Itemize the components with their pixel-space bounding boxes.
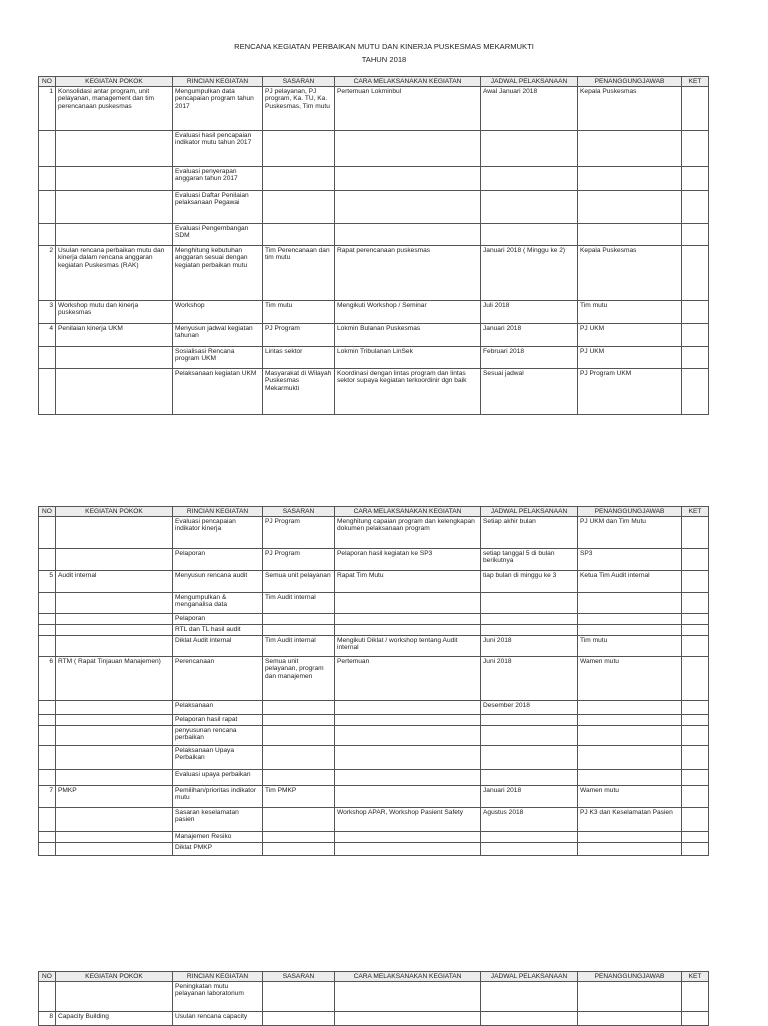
cell-kegiatan-pokok bbox=[56, 517, 173, 549]
table-row bbox=[39, 715, 709, 726]
cell-sasaran: Lintas sektor bbox=[263, 347, 335, 369]
header-row bbox=[39, 972, 709, 982]
cell-rincian-kegiatan: Diklat PMKP bbox=[173, 843, 263, 856]
table-row bbox=[39, 324, 709, 347]
cell-no bbox=[39, 167, 56, 191]
cell-jadwal bbox=[481, 982, 578, 1012]
cell-kegiatan-pokok bbox=[56, 593, 173, 614]
cell-kegiatan-pokok: Audit internal bbox=[56, 571, 173, 593]
cell-cara-melaksanakan: Mengikuti Workshop / Seminar bbox=[335, 301, 481, 324]
cell-rincian-kegiatan: Pelaksanaan Upaya Perbaikan bbox=[173, 746, 263, 770]
cell-rincian-kegiatan: Diklat Audit internal bbox=[173, 636, 263, 657]
cell-jadwal: Setiap akhir bulan bbox=[481, 517, 578, 549]
cell-rincian-kegiatan: Evaluasi hasil pencapaian indikator mutu tahun 2017 bbox=[173, 131, 263, 167]
cell-jadwal: Juni 2018 bbox=[481, 657, 578, 701]
cell-no bbox=[39, 593, 56, 614]
cell-ket bbox=[682, 726, 709, 746]
table-row bbox=[39, 571, 709, 593]
cell-jadwal bbox=[481, 131, 578, 167]
cell-penanggungjawab bbox=[578, 224, 682, 246]
cell-cara-melaksanakan bbox=[335, 131, 481, 167]
table-row bbox=[39, 224, 709, 246]
table-row bbox=[39, 167, 709, 191]
table-row bbox=[39, 746, 709, 770]
table-row bbox=[39, 369, 709, 415]
cell-sasaran: Tim Perencanaan dan tim mutu bbox=[263, 246, 335, 301]
cell-ket bbox=[682, 625, 709, 636]
cell-kegiatan-pokok bbox=[56, 369, 173, 415]
cell-cara-melaksanakan bbox=[335, 832, 481, 843]
cell-sasaran bbox=[263, 191, 335, 224]
cell-kegiatan-pokok bbox=[56, 843, 173, 856]
cell-cara-melaksanakan bbox=[335, 726, 481, 746]
table-row bbox=[39, 191, 709, 224]
cell-rincian-kegiatan: Pelaporan hasil rapat bbox=[173, 715, 263, 726]
cell-rincian-kegiatan: Sasaran keselamatan pasien bbox=[173, 808, 263, 832]
cell-no bbox=[39, 191, 56, 224]
cell-sasaran: PJ Program bbox=[263, 324, 335, 347]
cell-sasaran: Semua unit pelayanan, program dan manajemen bbox=[263, 657, 335, 701]
cell-penanggungjawab: Kepala Puskesmas bbox=[578, 87, 682, 131]
cell-kegiatan-pokok: Capacity Building bbox=[56, 1012, 173, 1026]
table-row bbox=[39, 549, 709, 571]
activity-table-3 bbox=[38, 971, 709, 1026]
cell-sasaran bbox=[263, 982, 335, 1012]
table-row bbox=[39, 131, 709, 167]
cell-no bbox=[39, 701, 56, 715]
cell-kegiatan-pokok: Konsolidasi antar program, unit pelayanan, management dan tim perencanaan puskesmas bbox=[56, 87, 173, 131]
cell-penanggungjawab bbox=[578, 191, 682, 224]
cell-kegiatan-pokok: Usulan rencana perbaikan mutu dan kinerja dalam rencana anggaran kegiatan Puskesmas (RAK) bbox=[56, 246, 173, 301]
cell-cara-melaksanakan bbox=[335, 843, 481, 856]
cell-no bbox=[39, 770, 56, 786]
cell-kegiatan-pokok bbox=[56, 625, 173, 636]
header-rincian-kegiatan: RINCIAN KEGIATAN bbox=[173, 972, 263, 982]
cell-ket bbox=[682, 746, 709, 770]
cell-sasaran bbox=[263, 715, 335, 726]
cell-sasaran bbox=[263, 167, 335, 191]
cell-jadwal bbox=[481, 593, 578, 614]
cell-sasaran bbox=[263, 832, 335, 843]
cell-ket bbox=[682, 517, 709, 549]
cell-penanggungjawab: PJ Program UKM bbox=[578, 369, 682, 415]
cell-cara-melaksanakan bbox=[335, 614, 481, 625]
cell-sasaran bbox=[263, 746, 335, 770]
cell-rincian-kegiatan: Menyusun rencana audit bbox=[173, 571, 263, 593]
cell-penanggungjawab: PJ UKM dan Tim Mutu bbox=[578, 517, 682, 549]
cell-no: 3 bbox=[39, 301, 56, 324]
cell-jadwal: setiap tanggal 5 di bulan berikutnya bbox=[481, 549, 578, 571]
header-ket: KET bbox=[682, 507, 709, 517]
cell-no: 5 bbox=[39, 571, 56, 593]
header-penanggungjawab: PENANGGUNGJAWAB bbox=[578, 77, 682, 87]
cell-jadwal bbox=[481, 832, 578, 843]
cell-rincian-kegiatan: RTL dan TL hasil audit bbox=[173, 625, 263, 636]
table-row bbox=[39, 843, 709, 856]
header-no: NO bbox=[39, 77, 56, 87]
cell-ket bbox=[682, 701, 709, 715]
cell-ket bbox=[682, 614, 709, 625]
cell-rincian-kegiatan: Pemilihan/prioritas indikator mutu bbox=[173, 786, 263, 808]
cell-penanggungjawab: SP3 bbox=[578, 549, 682, 571]
cell-penanggungjawab: Wamen mutu bbox=[578, 657, 682, 701]
cell-jadwal: Juni 2018 bbox=[481, 636, 578, 657]
cell-no bbox=[39, 549, 56, 571]
cell-sasaran bbox=[263, 726, 335, 746]
cell-penanggungjawab: Tim mutu bbox=[578, 636, 682, 657]
header-no: NO bbox=[39, 507, 56, 517]
activity-table-2 bbox=[38, 506, 709, 856]
cell-cara-melaksanakan bbox=[335, 770, 481, 786]
cell-penanggungjawab bbox=[578, 131, 682, 167]
header-ket: KET bbox=[682, 972, 709, 982]
cell-sasaran bbox=[263, 843, 335, 856]
table-row bbox=[39, 832, 709, 843]
cell-penanggungjawab bbox=[578, 726, 682, 746]
cell-rincian-kegiatan: Evaluasi penyerapan anggaran tahun 2017 bbox=[173, 167, 263, 191]
table-row bbox=[39, 87, 709, 131]
cell-penanggungjawab: PJ UKM bbox=[578, 324, 682, 347]
cell-penanggungjawab: PJ UKM bbox=[578, 347, 682, 369]
cell-jadwal bbox=[481, 843, 578, 856]
cell-rincian-kegiatan: Usulan rencana capacity bbox=[173, 1012, 263, 1026]
cell-sasaran bbox=[263, 808, 335, 832]
cell-ket bbox=[682, 167, 709, 191]
cell-jadwal bbox=[481, 191, 578, 224]
cell-cara-melaksanakan: Lokmin Tribulanan LinSek bbox=[335, 347, 481, 369]
cell-penanggungjawab bbox=[578, 746, 682, 770]
cell-cara-melaksanakan: Workshop APAR, Workshop Pasient Safety bbox=[335, 808, 481, 832]
cell-rincian-kegiatan: Evaluasi upaya perbaikan bbox=[173, 770, 263, 786]
cell-kegiatan-pokok: PMKP bbox=[56, 786, 173, 808]
cell-jadwal bbox=[481, 715, 578, 726]
cell-cara-melaksanakan bbox=[335, 167, 481, 191]
header-penanggungjawab: PENANGGUNGJAWAB bbox=[578, 507, 682, 517]
cell-cara-melaksanakan: Pelaporan hasil kegiatan ke SP3 bbox=[335, 549, 481, 571]
cell-ket bbox=[682, 982, 709, 1012]
cell-penanggungjawab bbox=[578, 167, 682, 191]
header-rincian-kegiatan: RINCIAN KEGIATAN bbox=[173, 507, 263, 517]
cell-kegiatan-pokok bbox=[56, 982, 173, 1012]
cell-ket bbox=[682, 87, 709, 131]
table-row bbox=[39, 726, 709, 746]
table-row bbox=[39, 625, 709, 636]
cell-kegiatan-pokok bbox=[56, 715, 173, 726]
cell-ket bbox=[682, 549, 709, 571]
cell-sasaran: Semua unit pelayanan bbox=[263, 571, 335, 593]
cell-no bbox=[39, 808, 56, 832]
cell-cara-melaksanakan bbox=[335, 701, 481, 715]
cell-cara-melaksanakan: Pertemuan Lokminbul bbox=[335, 87, 481, 131]
cell-no bbox=[39, 347, 56, 369]
cell-sasaran: Tim mutu bbox=[263, 301, 335, 324]
cell-jadwal: Desember 2018 bbox=[481, 701, 578, 715]
cell-sasaran: PJ pelayanan, PJ program, Ka. TU, Ka. Puskesmas, Tim mutu bbox=[263, 87, 335, 131]
cell-sasaran: Tim PMKP bbox=[263, 786, 335, 808]
cell-no: 6 bbox=[39, 657, 56, 701]
cell-rincian-kegiatan: Evaluasi Pengembangan SDM bbox=[173, 224, 263, 246]
table-row bbox=[39, 657, 709, 701]
cell-jadwal bbox=[481, 625, 578, 636]
cell-rincian-kegiatan: Mengumpulkan & menganalisa data bbox=[173, 593, 263, 614]
cell-sasaran bbox=[263, 770, 335, 786]
cell-no: 2 bbox=[39, 246, 56, 301]
cell-penanggungjawab bbox=[578, 625, 682, 636]
cell-ket bbox=[682, 832, 709, 843]
header-sasaran: SASARAN bbox=[263, 972, 335, 982]
cell-rincian-kegiatan: Menghitung kebutuhan anggaran sesuai dengan kegiatan perbaikan mutu bbox=[173, 246, 263, 301]
cell-jadwal: Januari 2018 ( Minggu ke 2) bbox=[481, 246, 578, 301]
activity-table-1 bbox=[38, 76, 709, 415]
cell-kegiatan-pokok bbox=[56, 167, 173, 191]
cell-cara-melaksanakan: Koordinasi dengan lintas program dan lintas sektor supaya kegiatan terkoordinir dgn baik bbox=[335, 369, 481, 415]
cell-sasaran bbox=[263, 614, 335, 625]
cell-rincian-kegiatan: Pelaporan bbox=[173, 549, 263, 571]
cell-penanggungjawab: PJ K3 dan Keselamatan Pasien bbox=[578, 808, 682, 832]
cell-ket bbox=[682, 224, 709, 246]
cell-penanggungjawab bbox=[578, 614, 682, 625]
header-jadwal: JADWAL PELAKSANAAN bbox=[481, 77, 578, 87]
cell-sasaran: Masyarakat di Wilayah Puskesmas Mekarmukti bbox=[263, 369, 335, 415]
table-row bbox=[39, 301, 709, 324]
cell-penanggungjawab bbox=[578, 982, 682, 1012]
cell-sasaran: PJ Program bbox=[263, 517, 335, 549]
table-row bbox=[39, 786, 709, 808]
cell-jadwal: tiap bulan di minggu ke 3 bbox=[481, 571, 578, 593]
cell-kegiatan-pokok bbox=[56, 614, 173, 625]
header-row bbox=[39, 77, 709, 87]
cell-ket bbox=[682, 770, 709, 786]
header-cara-melaksanakan: CARA MELAKSANAKAN KEGIATAN bbox=[335, 507, 481, 517]
table-row bbox=[39, 347, 709, 369]
cell-ket bbox=[682, 301, 709, 324]
cell-ket bbox=[682, 571, 709, 593]
cell-penanggungjawab bbox=[578, 770, 682, 786]
cell-cara-melaksanakan: Pertemuan bbox=[335, 657, 481, 701]
cell-kegiatan-pokok: Workshop mutu dan kinerja puskesmas bbox=[56, 301, 173, 324]
cell-kegiatan-pokok: Penilaian kinerja UKM bbox=[56, 324, 173, 347]
cell-ket bbox=[682, 843, 709, 856]
cell-kegiatan-pokok: RTM ( Rapat Tinjauan Manajemen) bbox=[56, 657, 173, 701]
cell-penanggungjawab: Ketua Tim Audit internal bbox=[578, 571, 682, 593]
cell-penanggungjawab: Wamen mutu bbox=[578, 786, 682, 808]
table-row bbox=[39, 593, 709, 614]
cell-penanggungjawab bbox=[578, 1012, 682, 1026]
cell-rincian-kegiatan: Perencanaan bbox=[173, 657, 263, 701]
cell-jadwal bbox=[481, 224, 578, 246]
cell-rincian-kegiatan: Mengumpulkan data pencapaian program tahun 2017 bbox=[173, 87, 263, 131]
cell-ket bbox=[682, 246, 709, 301]
cell-cara-melaksanakan bbox=[335, 786, 481, 808]
cell-jadwal: Januari 2018 bbox=[481, 324, 578, 347]
header-no: NO bbox=[39, 972, 56, 982]
cell-rincian-kegiatan: Peningkatan mutu pelayanan laboratorium bbox=[173, 982, 263, 1012]
header-jadwal: JADWAL PELAKSANAAN bbox=[481, 507, 578, 517]
table-row bbox=[39, 808, 709, 832]
cell-cara-melaksanakan: Lokmin Bulanan Puskesmas bbox=[335, 324, 481, 347]
cell-jadwal bbox=[481, 1012, 578, 1026]
cell-jadwal: Februari 2018 bbox=[481, 347, 578, 369]
cell-jadwal bbox=[481, 614, 578, 625]
cell-cara-melaksanakan bbox=[335, 715, 481, 726]
cell-sasaran bbox=[263, 131, 335, 167]
header-ket: KET bbox=[682, 77, 709, 87]
cell-rincian-kegiatan: Sosialisasi Rencana program UKM bbox=[173, 347, 263, 369]
cell-ket bbox=[682, 636, 709, 657]
cell-no: 7 bbox=[39, 786, 56, 808]
cell-sasaran: Tim Audit internal bbox=[263, 593, 335, 614]
cell-penanggungjawab bbox=[578, 593, 682, 614]
cell-no bbox=[39, 224, 56, 246]
cell-cara-melaksanakan bbox=[335, 1012, 481, 1026]
header-kegiatan-pokok: KEGIATAN POKOK bbox=[56, 77, 173, 87]
cell-rincian-kegiatan: Pelaporan bbox=[173, 614, 263, 625]
document-title: RENCANA KEGIATAN PERBAIKAN MUTU DAN KINERJA PUSKESMAS MEKARMUKTI bbox=[234, 42, 534, 51]
header-kegiatan-pokok: KEGIATAN POKOK bbox=[56, 507, 173, 517]
cell-kegiatan-pokok bbox=[56, 770, 173, 786]
document-subtitle: TAHUN 2018 bbox=[361, 55, 407, 64]
cell-ket bbox=[682, 191, 709, 224]
header-jadwal: JADWAL PELAKSANAAN bbox=[481, 972, 578, 982]
cell-kegiatan-pokok bbox=[56, 726, 173, 746]
cell-no bbox=[39, 625, 56, 636]
cell-kegiatan-pokok bbox=[56, 347, 173, 369]
table-row bbox=[39, 636, 709, 657]
cell-no bbox=[39, 715, 56, 726]
cell-jadwal bbox=[481, 746, 578, 770]
cell-no bbox=[39, 369, 56, 415]
table-row bbox=[39, 614, 709, 625]
cell-jadwal: Sesuai jadwal bbox=[481, 369, 578, 415]
cell-no bbox=[39, 982, 56, 1012]
cell-cara-melaksanakan: Rapat perencanaan puskesmas bbox=[335, 246, 481, 301]
header-kegiatan-pokok: KEGIATAN POKOK bbox=[56, 972, 173, 982]
table-row bbox=[39, 246, 709, 301]
header-cara-melaksanakan: CARA MELAKSANAKAN KEGIATAN bbox=[335, 972, 481, 982]
cell-kegiatan-pokok bbox=[56, 832, 173, 843]
cell-sasaran: PJ Program bbox=[263, 549, 335, 571]
cell-kegiatan-pokok bbox=[56, 808, 173, 832]
cell-sasaran bbox=[263, 701, 335, 715]
cell-cara-melaksanakan bbox=[335, 224, 481, 246]
cell-jadwal bbox=[481, 726, 578, 746]
cell-cara-melaksanakan bbox=[335, 746, 481, 770]
cell-no bbox=[39, 517, 56, 549]
header-sasaran: SASARAN bbox=[263, 77, 335, 87]
table-row bbox=[39, 1012, 709, 1026]
cell-ket bbox=[682, 808, 709, 832]
cell-rincian-kegiatan: Pelaksanaan bbox=[173, 701, 263, 715]
cell-cara-melaksanakan: Menghitung capaian program dan kelengkapan dokumen pelaksanaan program bbox=[335, 517, 481, 549]
cell-no: 4 bbox=[39, 324, 56, 347]
cell-rincian-kegiatan: Workshop bbox=[173, 301, 263, 324]
header-sasaran: SASARAN bbox=[263, 507, 335, 517]
cell-kegiatan-pokok bbox=[56, 636, 173, 657]
cell-penanggungjawab bbox=[578, 715, 682, 726]
cell-rincian-kegiatan: Menyusun jadwal kegiatan tahunan bbox=[173, 324, 263, 347]
cell-cara-melaksanakan: Mengikuti Diklat / workshop tentang Audit internal bbox=[335, 636, 481, 657]
cell-cara-melaksanakan bbox=[335, 191, 481, 224]
table-row bbox=[39, 701, 709, 715]
cell-jadwal: Agustus 2018 bbox=[481, 808, 578, 832]
cell-jadwal bbox=[481, 770, 578, 786]
cell-cara-melaksanakan bbox=[335, 593, 481, 614]
cell-ket bbox=[682, 593, 709, 614]
cell-no bbox=[39, 843, 56, 856]
cell-no bbox=[39, 726, 56, 746]
cell-penanggungjawab bbox=[578, 701, 682, 715]
header-rincian-kegiatan: RINCIAN KEGIATAN bbox=[173, 77, 263, 87]
cell-sasaran bbox=[263, 224, 335, 246]
cell-sasaran: Tim Audit internal bbox=[263, 636, 335, 657]
cell-no: 8 bbox=[39, 1012, 56, 1026]
cell-kegiatan-pokok bbox=[56, 746, 173, 770]
cell-no bbox=[39, 636, 56, 657]
cell-rincian-kegiatan: Evaluasi Daftar Penilaian pelaksanaan Pegawai bbox=[173, 191, 263, 224]
cell-penanggungjawab: Tim mutu bbox=[578, 301, 682, 324]
cell-no bbox=[39, 746, 56, 770]
cell-rincian-kegiatan: Evaluasi pencapaian indikator kinerja bbox=[173, 517, 263, 549]
cell-penanggungjawab bbox=[578, 843, 682, 856]
cell-no: 1 bbox=[39, 87, 56, 131]
cell-kegiatan-pokok bbox=[56, 224, 173, 246]
cell-jadwal: Awal Januari 2018 bbox=[481, 87, 578, 131]
header-penanggungjawab: PENANGGUNGJAWAB bbox=[578, 972, 682, 982]
cell-rincian-kegiatan: Manajemen Resiko bbox=[173, 832, 263, 843]
header-row bbox=[39, 507, 709, 517]
cell-kegiatan-pokok bbox=[56, 191, 173, 224]
cell-sasaran bbox=[263, 625, 335, 636]
cell-penanggungjawab bbox=[578, 832, 682, 843]
cell-ket bbox=[682, 715, 709, 726]
cell-ket bbox=[682, 131, 709, 167]
cell-ket bbox=[682, 1012, 709, 1026]
cell-sasaran bbox=[263, 1012, 335, 1026]
cell-no bbox=[39, 614, 56, 625]
cell-ket bbox=[682, 369, 709, 415]
cell-no bbox=[39, 832, 56, 843]
cell-cara-melaksanakan: Rapat Tim Mutu bbox=[335, 571, 481, 593]
table-row bbox=[39, 517, 709, 549]
cell-cara-melaksanakan bbox=[335, 625, 481, 636]
cell-kegiatan-pokok bbox=[56, 549, 173, 571]
cell-jadwal bbox=[481, 167, 578, 191]
cell-ket bbox=[682, 786, 709, 808]
cell-ket bbox=[682, 657, 709, 701]
cell-no bbox=[39, 131, 56, 167]
table-row bbox=[39, 982, 709, 1012]
cell-penanggungjawab: Kepala Puskesmas bbox=[578, 246, 682, 301]
cell-ket bbox=[682, 324, 709, 347]
cell-rincian-kegiatan: Pelaksanaan kegiatan UKM bbox=[173, 369, 263, 415]
cell-jadwal: Juli 2018 bbox=[481, 301, 578, 324]
cell-cara-melaksanakan bbox=[335, 982, 481, 1012]
cell-ket bbox=[682, 347, 709, 369]
cell-rincian-kegiatan: penyusunan rencana perbaikan bbox=[173, 726, 263, 746]
cell-kegiatan-pokok bbox=[56, 131, 173, 167]
header-cara-melaksanakan: CARA MELAKSANAKAN KEGIATAN bbox=[335, 77, 481, 87]
cell-jadwal: Januari 2018 bbox=[481, 786, 578, 808]
table-row bbox=[39, 770, 709, 786]
cell-kegiatan-pokok bbox=[56, 701, 173, 715]
